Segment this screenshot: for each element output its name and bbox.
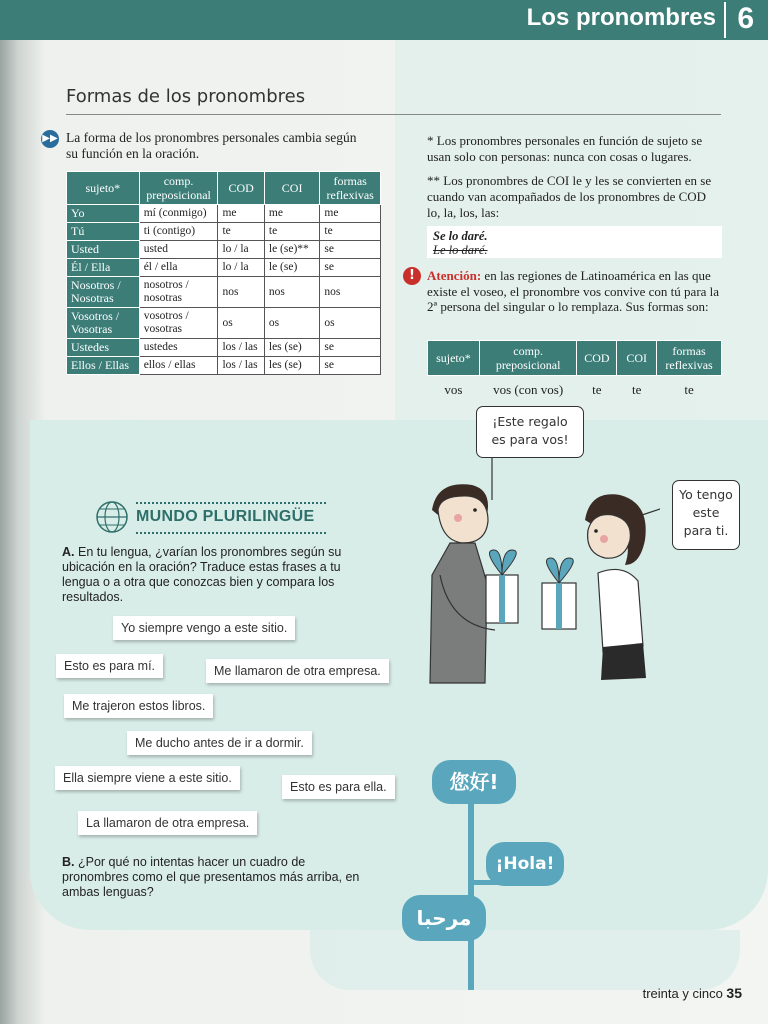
phrase-slip: Esto es para mí.: [56, 654, 163, 678]
phrase-slip: Me llamaron de otra empresa.: [206, 659, 389, 683]
table-cell: le (se)**: [264, 241, 320, 259]
attention-note: [427, 268, 722, 315]
table-cell: nos: [218, 277, 264, 308]
row-subject: Vosotros / Vosotras: [67, 308, 140, 339]
table-row: [67, 308, 381, 339]
column-header: COI: [264, 172, 320, 205]
column-header: sujeto*: [428, 341, 480, 376]
row-subject: Usted: [67, 241, 140, 259]
table-cell: los / las: [218, 357, 264, 375]
table-cell: me: [320, 205, 381, 223]
table-cell: te: [684, 382, 694, 397]
globe-icon: [95, 500, 129, 534]
section-rule: [66, 114, 721, 115]
table-header-row: [67, 172, 381, 205]
table-cell: lo / la: [218, 259, 264, 277]
table-cell: te: [632, 382, 642, 397]
table-row: [67, 339, 381, 357]
dotted-rule: [136, 532, 326, 534]
table-body: [67, 205, 381, 375]
phrase-slip: La llamaron de otra empresa.: [78, 811, 257, 835]
attention-label: Atención:: [427, 268, 482, 283]
footnote-subject: * Los pronombres personales en función de sujeto se usan solo con personas: nunca con cosas o lugares.: [427, 133, 703, 164]
question-a-text: En tu lengua, ¿varían los pronombres según su ubicación en la oración? Traduce estas frases a tu lengua o a otra que conozcas bien y compara los resultados.: [62, 545, 342, 604]
column-header: comp. preposicional: [479, 341, 577, 376]
spanish-greeting-sign: ¡Hola!: [486, 842, 564, 886]
example-wrong: Le lo daré.: [433, 243, 488, 257]
question-a: [62, 545, 362, 605]
example-box: [427, 226, 722, 258]
attention-text: en las regiones de Latinoamérica en las que existe el voseo, el pronombre vos convive con tú para la 2ª persona del singular o lo remplaza. Sus formas son:: [427, 268, 720, 314]
background-panel: [310, 930, 740, 990]
table-cell: ti (contigo): [139, 223, 218, 241]
table-header-row: [428, 341, 722, 376]
unit-title: Los pronombres: [526, 4, 716, 31]
voseo-table: [427, 340, 722, 404]
section-title: Formas de los pronombres: [66, 86, 306, 107]
table-cell: os: [320, 308, 381, 339]
intro-paragraph: La forma de los pronombres personales cambia según su función en la oración.: [66, 130, 357, 161]
table-cell: se: [320, 241, 381, 259]
question-b: [62, 855, 362, 900]
row-subject: Ustedes: [67, 339, 140, 357]
table-cell: me: [218, 205, 264, 223]
question-a-label: A.: [62, 545, 75, 559]
table-cell: los / las: [218, 339, 264, 357]
column-header: sujeto*: [67, 172, 140, 205]
table-cell: te: [218, 223, 264, 241]
row-subject: Ellos / Ellas: [67, 357, 140, 375]
header-divider: [724, 2, 726, 38]
table-cell: nos: [320, 277, 381, 308]
intro-text: [42, 130, 362, 162]
table-row: [67, 277, 381, 308]
table-cell: vos: [444, 382, 463, 397]
table-cell: usted: [139, 241, 218, 259]
phrase-slip: Me ducho antes de ir a dormir.: [127, 731, 312, 755]
column-header: formas reflexivas: [320, 172, 381, 205]
table-cell: se: [320, 259, 381, 277]
unit-header: [0, 0, 768, 40]
phrase-slip: Yo siempre vengo a este sitio.: [113, 616, 295, 640]
table-cell: ustedes: [139, 339, 218, 357]
table-cell: se: [320, 357, 381, 375]
unit-number: 6: [737, 2, 754, 35]
example-correct: Se lo daré.: [433, 229, 488, 243]
row-subject: Nosotros / Nosotras: [67, 277, 140, 308]
table-cell: él / ella: [139, 259, 218, 277]
chinese-greeting-sign: 您好!: [432, 760, 516, 804]
table-cell: te: [320, 223, 381, 241]
table-cell: les (se): [264, 357, 320, 375]
table-cell: vosotros / vosotras: [139, 308, 218, 339]
table-cell: vos (con vos): [493, 382, 564, 397]
table-row: [67, 223, 381, 241]
table-row: [428, 376, 722, 405]
table-cell: te: [264, 223, 320, 241]
table-cell: se: [320, 339, 381, 357]
column-header: COI: [617, 341, 657, 376]
table-cell: te: [592, 382, 602, 397]
table-cell: nosotros / nosotras: [139, 277, 218, 308]
row-subject: Él / Ella: [67, 259, 140, 277]
page-footer: [643, 985, 742, 1001]
row-subject: Tú: [67, 223, 140, 241]
table-row: [67, 241, 381, 259]
pronouns-table: [66, 171, 381, 375]
footnote-coi: ** Los pronombres de COI le y les se convierten en se cuando van acompañados de los pronombres de COD lo, la, los, las:: [427, 173, 712, 220]
table-cell: mí (conmigo): [139, 205, 218, 223]
table-row: [67, 357, 381, 375]
table-cell: ellos / ellas: [139, 357, 218, 375]
column-header: COD: [577, 341, 617, 376]
phrase-slip: Ella siempre viene a este sitio.: [55, 766, 240, 790]
dotted-rule: [136, 502, 326, 504]
page-number: 35: [726, 985, 742, 1001]
speech-bubble-left: ¡Este regalo es para vos!: [476, 406, 584, 458]
column-header: COD: [218, 172, 264, 205]
mundo-title: MUNDO PLURILINGÜE: [136, 508, 315, 525]
table-cell: me: [264, 205, 320, 223]
gift-exchange-illustration: [420, 455, 660, 690]
table-cell: les (se): [264, 339, 320, 357]
table-cell: os: [218, 308, 264, 339]
question-b-label: B.: [62, 855, 75, 869]
phrase-slip: Esto es para ella.: [282, 775, 395, 799]
table-cell: le (se): [264, 259, 320, 277]
table-row: [67, 259, 381, 277]
column-header: comp. preposicional: [139, 172, 218, 205]
speech-bubble-right: Yo tengo este para ti.: [672, 480, 740, 550]
row-subject: Yo: [67, 205, 140, 223]
table-cell: os: [264, 308, 320, 339]
table-row: [67, 205, 381, 223]
column-header: formas reflexivas: [657, 341, 722, 376]
question-b-text: ¿Por qué no intentas hacer un cuadro de pronombres como el que presentamos más arriba, en ambas lenguas?: [62, 855, 360, 899]
arabic-greeting-sign: مرحبا: [402, 895, 486, 941]
attention-icon: !: [403, 267, 421, 285]
phrase-slip: Me trajeron estos libros.: [64, 694, 213, 718]
play-icon: ▶▶: [41, 130, 59, 148]
table-cell: lo / la: [218, 241, 264, 259]
page-number-words: treinta y cinco: [642, 986, 723, 1001]
table-cell: nos: [264, 277, 320, 308]
